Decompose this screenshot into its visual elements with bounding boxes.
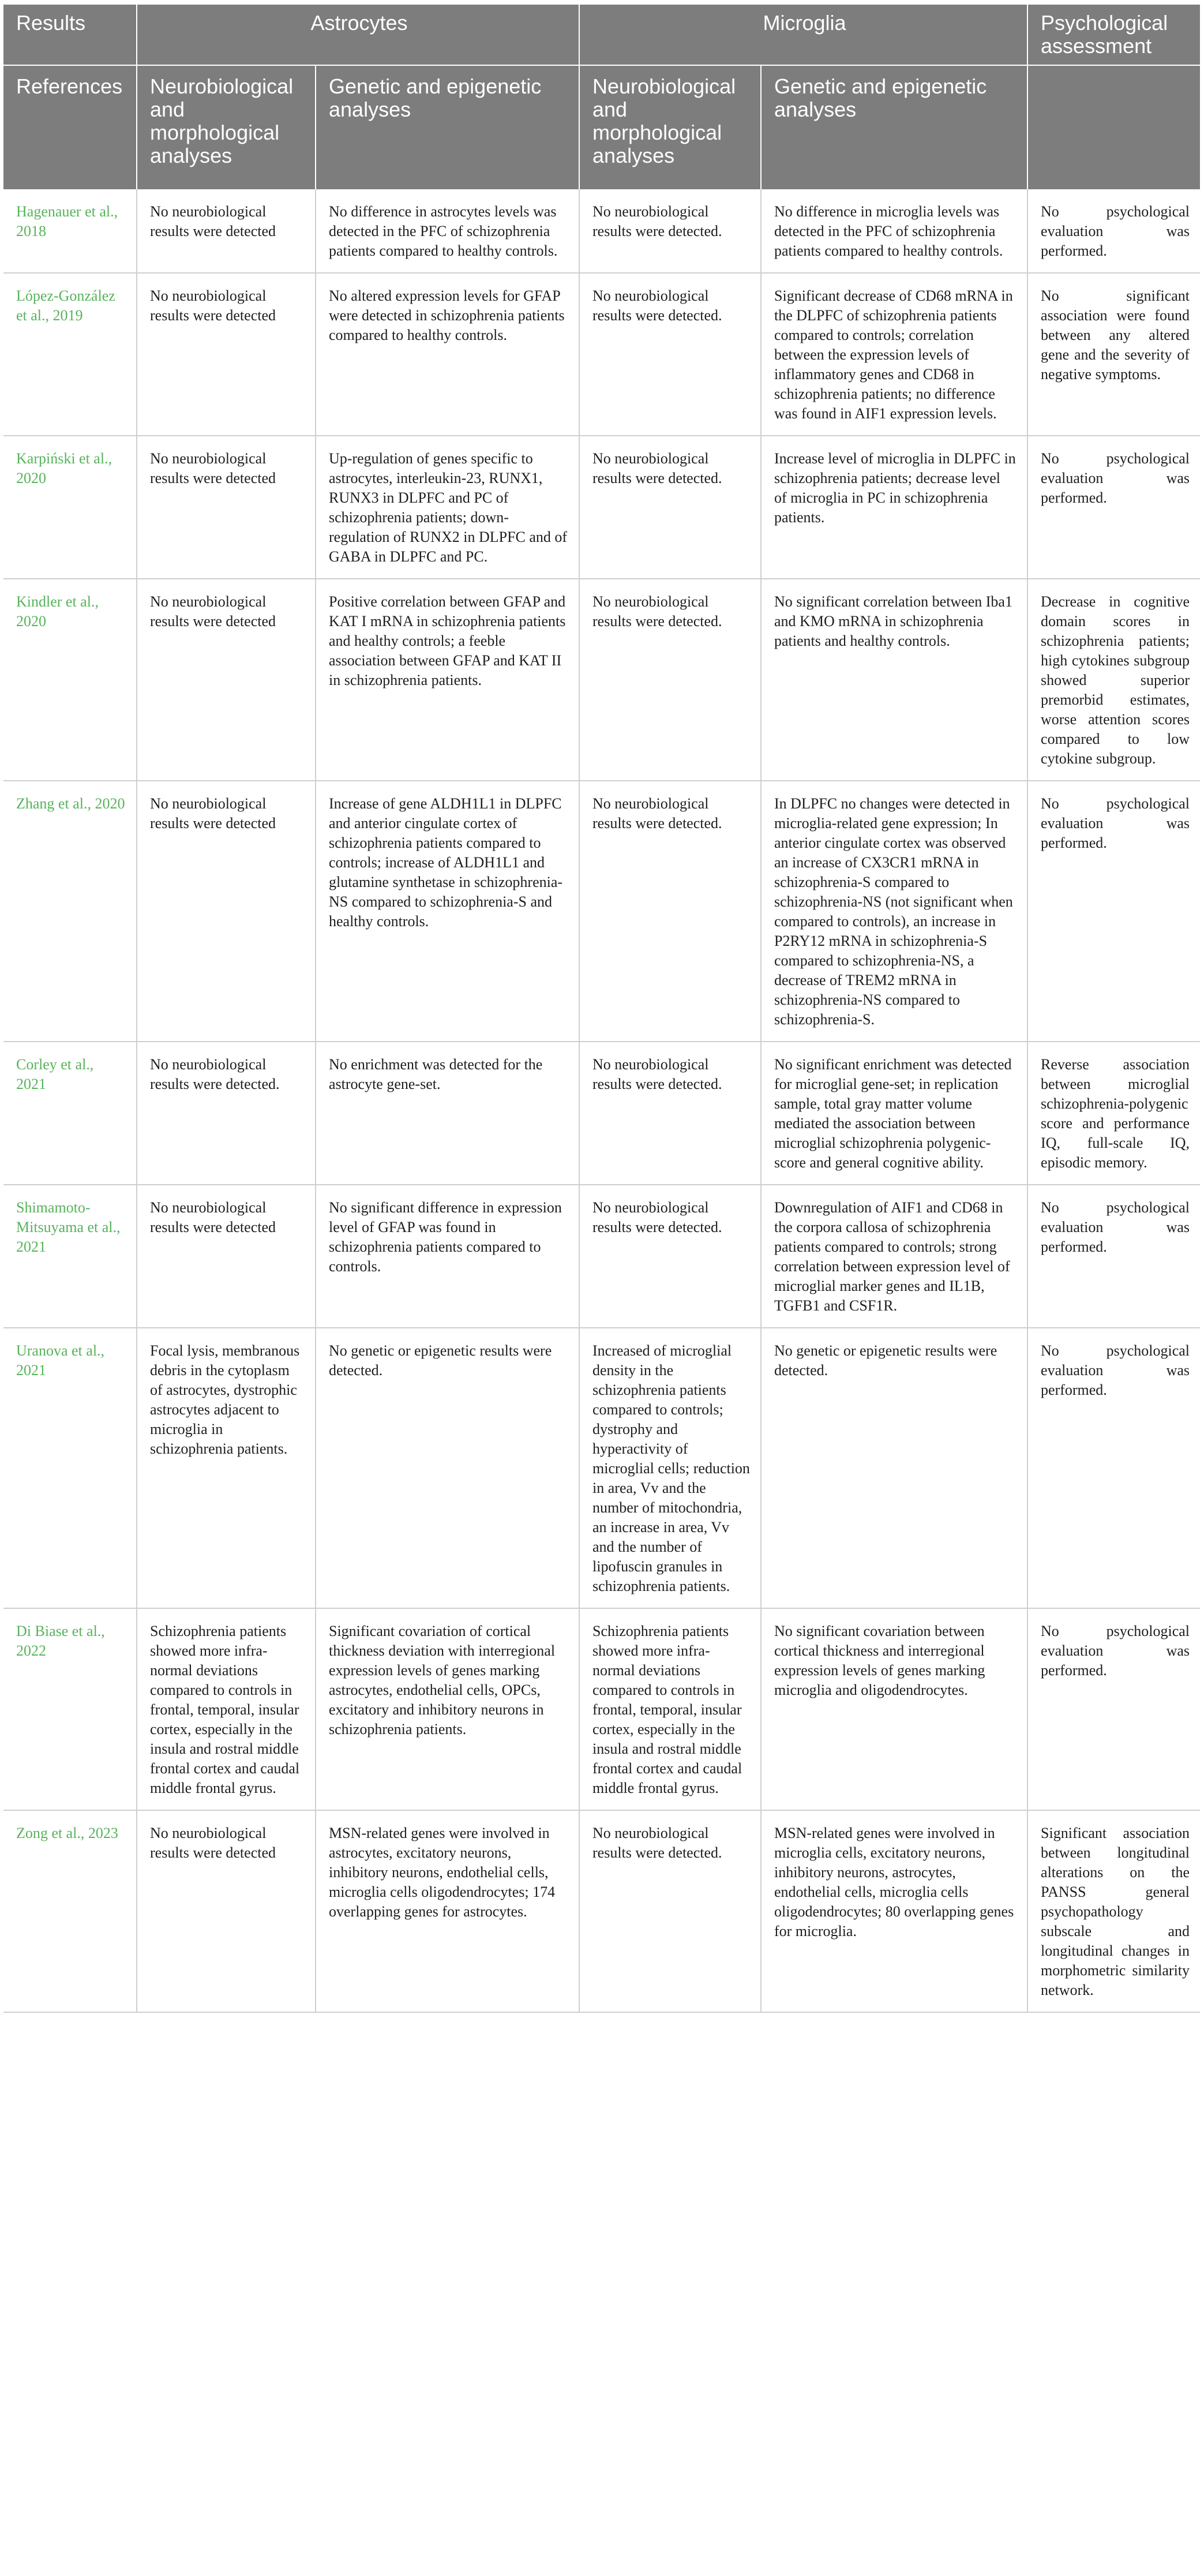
astro-genetic-cell: Up-regulation of genes specific to astrocytes, interleukin-23, RUNX1, RUNX3 in DLPFC and PC of schizophrenia patients; down-regulation of RUNX2 in DLPFC and of GABA in DLPFC and PC. — [316, 436, 579, 579]
micro-neurobiological-cell: No neurobiological results were detected. — [579, 579, 761, 781]
header-results: Results — [3, 5, 137, 65]
astro-genetic-cell: Significant covariation of cortical thickness deviation with interregional expression levels of genes marking astrocytes, endothelial cells, OPCs, excitatory and inhibitory neurons in schizophrenia patients. — [316, 1608, 579, 1810]
table-row — [3, 781, 1200, 1042]
astro-neurobiological-cell: No neurobiological results were detected — [137, 1185, 316, 1328]
reference-link[interactable]: Karpiński et al., 2020 — [3, 436, 137, 579]
micro-genetic-cell: Downregulation of AIF1 and CD68 in the corpora callosa of schizophrenia patients compared to controls; strong correlation between expression level of microglial marker genes and IL1B, TGFB1 and CSF1R. — [761, 1185, 1027, 1328]
header-psychological-assessment: Psychological assessment — [1027, 5, 1200, 65]
header-references: References — [3, 65, 137, 189]
micro-neurobiological-cell: No neurobiological results were detected. — [579, 273, 761, 436]
astro-genetic-cell: No genetic or epigenetic results were detected. — [316, 1328, 579, 1608]
micro-genetic-cell: No significant enrichment was detected for microglial gene-set; in replication sample, total gray matter volume mediated the association between microglial schizophrenia polygenic-score and general cognitive ability. — [761, 1042, 1027, 1185]
micro-neurobiological-cell: No neurobiological results were detected. — [579, 781, 761, 1042]
psychological-assessment-cell: Reverse association between microglial schizophrenia-polygenic score and performance IQ, full-scale IQ, episodic memory. — [1027, 1042, 1200, 1185]
astro-genetic-cell: No enrichment was detected for the astrocyte gene-set. — [316, 1042, 579, 1185]
astro-neurobiological-cell: Schizophrenia patients showed more infra-normal deviations compared to controls in frontal, temporal, insular cortex, especially in the insula and rostral middle frontal cortex and caudal middle frontal gyrus. — [137, 1608, 316, 1810]
astro-neurobiological-cell: No neurobiological results were detected — [137, 436, 316, 579]
micro-neurobiological-cell: No neurobiological results were detected. — [579, 1042, 761, 1185]
astro-neurobiological-cell: No neurobiological results were detected — [137, 1810, 316, 2012]
micro-genetic-cell: No significant correlation between Iba1 and KMO mRNA in schizophrenia patients and healthy controls. — [761, 579, 1027, 781]
astro-neurobiological-cell: No neurobiological results were detected — [137, 273, 316, 436]
results-table-container — [3, 5, 1200, 2013]
psychological-assessment-cell: No psychological evaluation was performed. — [1027, 1608, 1200, 1810]
table-row — [3, 1810, 1200, 2012]
astro-neurobiological-cell: Focal lysis, membranous debris in the cytoplasm of astrocytes, dystrophic astrocytes adjacent to microglia in schizophrenia patients. — [137, 1328, 316, 1608]
psychological-assessment-cell: No psychological evaluation was performed. — [1027, 189, 1200, 273]
astro-genetic-cell: Increase of gene ALDH1L1 in DLPFC and anterior cingulate cortex of schizophrenia patients compared to controls; increase of ALDH1L1 and glutamine synthetase in schizophrenia-NS compared to schizophrenia-S and healthy controls. — [316, 781, 579, 1042]
table-body — [3, 189, 1200, 2012]
header-row-groups — [3, 5, 1200, 65]
reference-link[interactable]: Kindler et al., 2020 — [3, 579, 137, 781]
micro-genetic-cell: No difference in microglia levels was detected in the PFC of schizophrenia patients compared to healthy controls. — [761, 189, 1027, 273]
reference-link[interactable]: Corley et al., 2021 — [3, 1042, 137, 1185]
astro-genetic-cell: No altered expression levels for GFAP were detected in schizophrenia patients compared to healthy controls. — [316, 273, 579, 436]
psychological-assessment-cell: No psychological evaluation was performed. — [1027, 436, 1200, 579]
table-row — [3, 273, 1200, 436]
astro-neurobiological-cell: No neurobiological results were detected — [137, 781, 316, 1042]
table-row — [3, 436, 1200, 579]
reference-link[interactable]: Hagenauer et al., 2018 — [3, 189, 137, 273]
micro-neurobiological-cell: Schizophrenia patients showed more infra-normal deviations compared to controls in frontal, temporal, insular cortex, especially in the insula and rostral middle frontal cortex and caudal middle frontal gyrus. — [579, 1608, 761, 1810]
astro-genetic-cell: MSN-related genes were involved in astrocytes, excitatory neurons, inhibitory neurons, endothelial cells, microglia cells oligodendrocytes; 174 overlapping genes for astrocytes. — [316, 1810, 579, 2012]
psychological-assessment-cell: No psychological evaluation was performed. — [1027, 1185, 1200, 1328]
table-row — [3, 1608, 1200, 1810]
astro-genetic-cell: Positive correlation between GFAP and KAT I mRNA in schizophrenia patients and healthy controls; a feeble association between GFAP and KAT II in schizophrenia patients. — [316, 579, 579, 781]
reference-link[interactable]: Di Biase et al., 2022 — [3, 1608, 137, 1810]
reference-link[interactable]: Zhang et al., 2020 — [3, 781, 137, 1042]
micro-neurobiological-cell: Increased of microglial density in the schizophrenia patients compared to controls; dystrophy and hyperactivity of microglial cells; reduction in area, Vv and the number of mitochondria, an increase in area, Vv and the number of lipofuscin granules in schizophrenia patients. — [579, 1328, 761, 1608]
astro-genetic-cell: No difference in astrocytes levels was detected in the PFC of schizophrenia patients compared to healthy controls. — [316, 189, 579, 273]
reference-link[interactable]: Zong et al., 2023 — [3, 1810, 137, 2012]
micro-genetic-cell: No genetic or epigenetic results were detected. — [761, 1328, 1027, 1608]
header-microglia: Microglia — [579, 5, 1027, 65]
table-header — [3, 5, 1200, 189]
psychological-assessment-cell: No significant association were found between any altered gene and the severity of negative symptoms. — [1027, 273, 1200, 436]
table-row — [3, 189, 1200, 273]
micro-genetic-cell: MSN-related genes were involved in microglia cells, excitatory neurons, inhibitory neurons, astrocytes, endothelial cells, microglia cells oligodendrocytes; 80 overlapping genes for microglia. — [761, 1810, 1027, 2012]
micro-neurobiological-cell: No neurobiological results were detected. — [579, 436, 761, 579]
micro-genetic-cell: Increase level of microglia in DLPFC in schizophrenia patients; decrease level of microglia in PC in schizophrenia patients. — [761, 436, 1027, 579]
table-row — [3, 1185, 1200, 1328]
header-astro-genetic: Genetic and epigenetic analyses — [316, 65, 579, 189]
reference-link[interactable]: López-González et al., 2019 — [3, 273, 137, 436]
astro-neurobiological-cell: No neurobiological results were detected — [137, 189, 316, 273]
header-psych-empty — [1027, 65, 1200, 189]
micro-genetic-cell: In DLPFC no changes were detected in microglia-related gene expression; In anterior cingulate cortex was observed an increase of CX3CR1 mRNA in schizophrenia-S compared to schizophrenia-NS (not significant when compared to controls), an increase in P2RY12 mRNA in schizophrenia-S compared to schizophrenia-NS, a decrease of TREM2 mRNA in schizophrenia-NS compared to schizophrenia-S. — [761, 781, 1027, 1042]
astro-genetic-cell: No significant difference in expression level of GFAP was found in schizophrenia patients compared to controls. — [316, 1185, 579, 1328]
micro-genetic-cell: No significant covariation between cortical thickness and interregional expression levels of genes marking microglia and oligodendrocytes. — [761, 1608, 1027, 1810]
psychological-assessment-cell: Significant association between longitudinal alterations on the PANSS general psychopathology subscale and longitudinal changes in morphometric similarity network. — [1027, 1810, 1200, 2012]
psychological-assessment-cell: No psychological evaluation was performed. — [1027, 1328, 1200, 1608]
header-astro-neurobiological: Neurobiological and morphological analyses — [137, 65, 316, 189]
micro-neurobiological-cell: No neurobiological results were detected. — [579, 1810, 761, 2012]
table-row — [3, 579, 1200, 781]
reference-link[interactable]: Uranova et al., 2021 — [3, 1328, 137, 1608]
header-micro-genetic: Genetic and epigenetic analyses — [761, 65, 1027, 189]
psychological-assessment-cell: No psychological evaluation was performed. — [1027, 781, 1200, 1042]
table-row — [3, 1042, 1200, 1185]
astro-neurobiological-cell: No neurobiological results were detected. — [137, 1042, 316, 1185]
psychological-assessment-cell: Decrease in cognitive domain scores in schizophrenia patients; high cytokines subgroup showed superior premorbid estimates, worse attention scores compared to low cytokine subgroup. — [1027, 579, 1200, 781]
header-row-columns — [3, 65, 1200, 189]
results-table — [3, 5, 1200, 2013]
reference-link[interactable]: Shimamoto-Mitsuyama et al., 2021 — [3, 1185, 137, 1328]
micro-neurobiological-cell: No neurobiological results were detected. — [579, 1185, 761, 1328]
header-micro-neurobiological: Neurobiological and morphological analyses — [579, 65, 761, 189]
micro-neurobiological-cell: No neurobiological results were detected. — [579, 189, 761, 273]
astro-neurobiological-cell: No neurobiological results were detected — [137, 579, 316, 781]
header-astrocytes: Astrocytes — [137, 5, 579, 65]
micro-genetic-cell: Significant decrease of CD68 mRNA in the DLPFC of schizophrenia patients compared to controls; correlation between the expression levels of inflammatory genes and CD68 in schizophrenia patients; no difference was found in AIF1 expression levels. — [761, 273, 1027, 436]
table-row — [3, 1328, 1200, 1608]
